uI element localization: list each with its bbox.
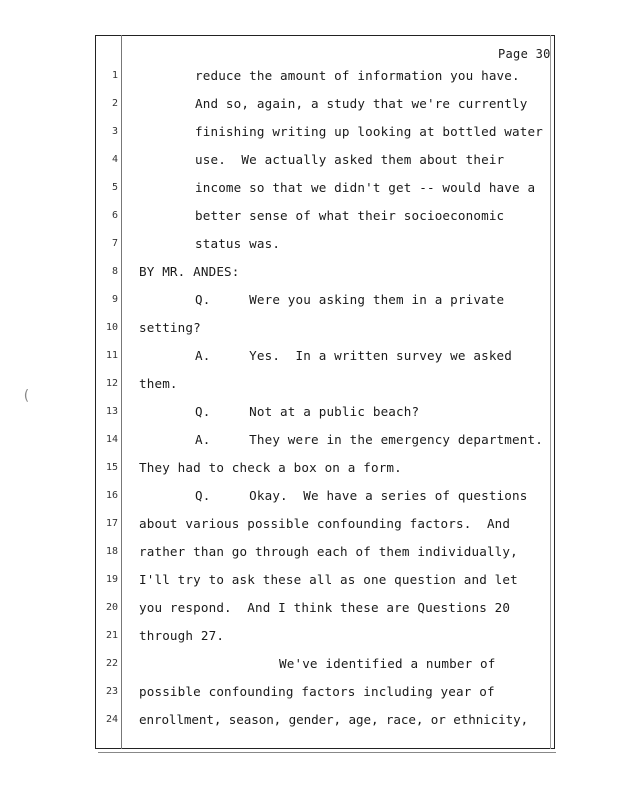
line-text: A. They were in the emergency department. <box>195 432 543 447</box>
line-number: 24 <box>105 714 118 725</box>
line-number: 5 <box>111 182 118 193</box>
line-number: 14 <box>105 434 118 445</box>
line-number: 6 <box>111 210 118 221</box>
line-text: Q. Were you asking them in a private <box>195 292 505 307</box>
line-text: setting? <box>139 320 201 335</box>
line-text: And so, again, a study that we're currently <box>195 96 528 111</box>
page-number: Page 30 <box>498 47 551 61</box>
line-text: They had to check a box on a form. <box>139 460 402 475</box>
line-text: you respond. And I think these are Questions 20 <box>139 600 511 615</box>
footer-rule <box>98 752 556 753</box>
line-text: A. Yes. In a written survey we asked <box>195 348 513 363</box>
line-number: 18 <box>105 546 118 557</box>
line-number: 1 <box>111 70 118 81</box>
line-text: reduce the amount of information you have. <box>195 68 520 83</box>
line-text: BY MR. ANDES: <box>139 264 240 279</box>
left-margin-rule <box>121 35 122 749</box>
line-number: 13 <box>105 406 118 417</box>
right-margin-rule <box>550 35 551 749</box>
line-text: I'll try to ask these all as one question and let <box>139 572 518 587</box>
line-number: 2 <box>111 98 118 109</box>
line-number: 23 <box>105 686 118 697</box>
line-number: 22 <box>105 658 118 669</box>
line-text: We've identified a number of <box>279 656 496 671</box>
line-text: use. We actually asked them about their <box>195 152 505 167</box>
line-number: 21 <box>105 630 118 641</box>
line-text: better sense of what their socioeconomic <box>195 208 505 223</box>
line-text: possible confounding factors including year of <box>139 684 495 699</box>
line-text: about various possible confounding factors. And <box>139 516 511 531</box>
line-number: 3 <box>111 126 118 137</box>
line-number: 16 <box>105 490 118 501</box>
line-text: through 27. <box>139 628 225 643</box>
line-number: 15 <box>105 462 118 473</box>
line-number: 10 <box>105 322 118 333</box>
line-number: 9 <box>111 294 118 305</box>
line-text: them. <box>139 376 178 391</box>
line-number: 17 <box>105 518 118 529</box>
line-text: Q. Okay. We have a series of questions <box>195 488 528 503</box>
line-number: 4 <box>111 154 118 165</box>
line-text: Q. Not at a public beach? <box>195 404 420 419</box>
line-number: 20 <box>105 602 118 613</box>
line-text: status was. <box>195 236 281 251</box>
line-text: rather than go through each of them individually, <box>139 544 518 559</box>
line-number: 8 <box>111 266 118 277</box>
line-text: income so that we didn't get -- would have a <box>195 180 536 195</box>
line-number: 19 <box>105 574 118 585</box>
line-text: finishing writing up looking at bottled water <box>195 124 543 139</box>
hole-punch-mark: ( <box>22 388 31 404</box>
line-number: 7 <box>111 238 118 249</box>
line-number: 12 <box>105 378 118 389</box>
line-text: enrollment, season, gender, age, race, or ethnicity, <box>139 712 529 727</box>
line-number: 11 <box>105 350 118 361</box>
